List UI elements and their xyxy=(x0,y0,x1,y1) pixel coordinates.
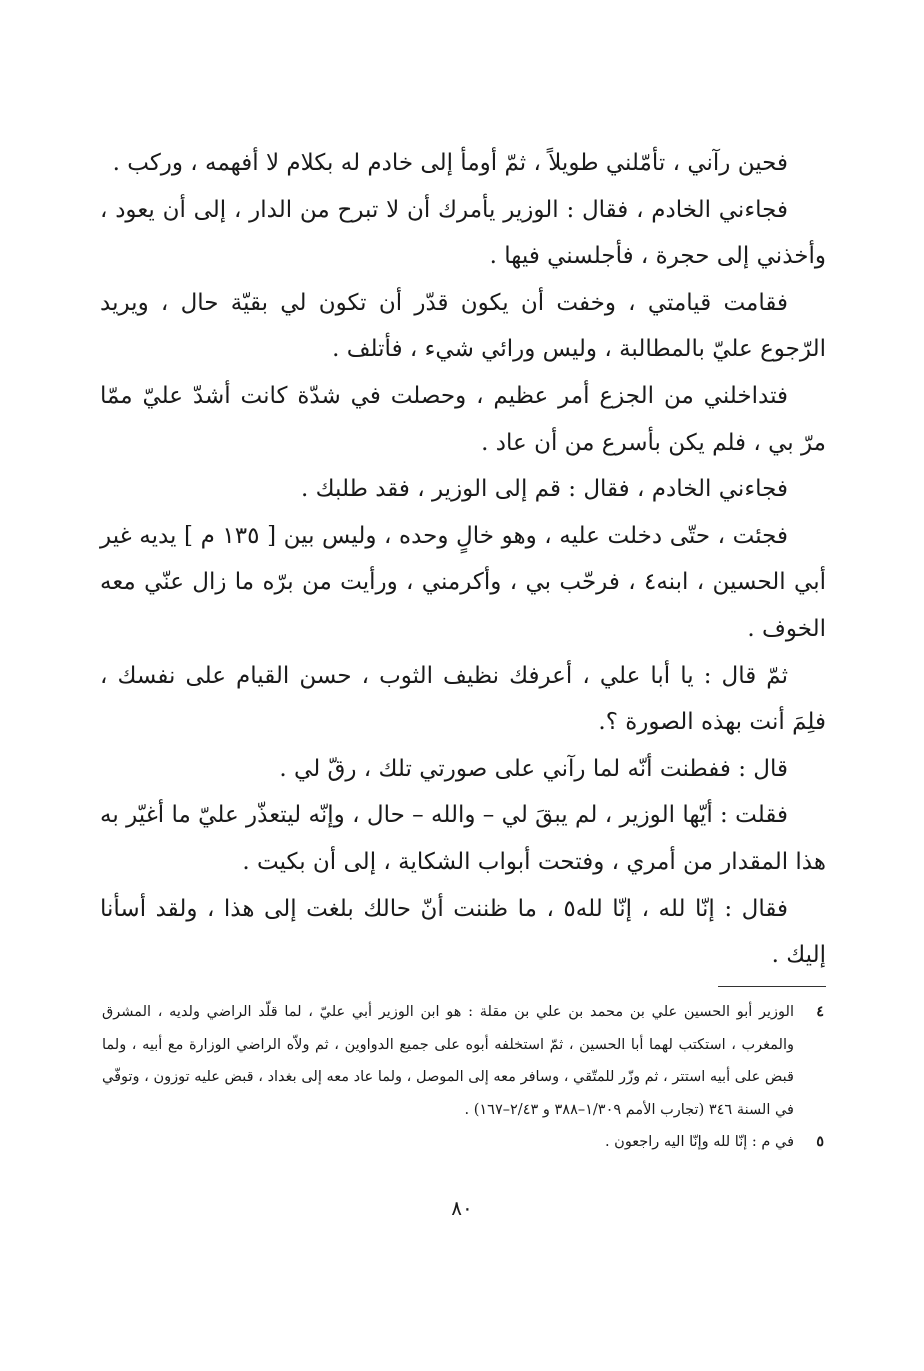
paragraph: فحين رآني ، تأمّلني طويلاً ، ثمّ أومأ إلى خادم له بكلام لا أفهمه ، وركب . xyxy=(112,150,788,176)
footnote-separator xyxy=(718,986,826,987)
footnote-text: في م : إنّا لله وإنّا اليه راجعون . xyxy=(604,1134,794,1150)
paragraph: قال : ففطنت أنّه لما رآني على صورتي تلك ، رقّ لي . xyxy=(279,755,788,782)
paragraph: ثمّ قال : يا أبا علي ، أعرفك نظيف الثوب ، حسن القيام على نفسك ، فلِمَ أنت بهذه الصورة ؟. xyxy=(100,662,826,736)
footnote-number: ٤ xyxy=(816,1003,824,1020)
paragraph: فقامت قيامتي ، وخفت أن يكون قدّر أن تكون لي بقيّة حال ، ويريد الرّجوع عليّ بالمطالبة ، وليس ورائي شيء ، فأتلف . xyxy=(100,289,826,363)
page-number: ٨٠ xyxy=(451,1196,473,1220)
footnote-number: ٥ xyxy=(816,1133,824,1150)
footnotes xyxy=(102,996,824,1159)
paragraph: فقال : إنّا لله ، إنّا لله٥ ، ما ظننت أنّ حالك بلغت إلى هذا ، ولقد أسأنا إليك . xyxy=(100,895,826,969)
main-text xyxy=(100,140,826,979)
paragraph: فقلت : أيّها الوزير ، لم يبقَ لي – والله – حال ، وإنّه ليتعذّر عليّ ما أغيّر به هذا المقدار من أمري ، وفتحت أبواب الشكاية ، إلى أن بكيت . xyxy=(100,802,826,875)
paragraph: فجاءني الخادم ، فقال : قم إلى الوزير ، فقد طلبك . xyxy=(301,476,788,503)
footnote-item xyxy=(102,996,824,1126)
paragraph: فجئت ، حتّى دخلت عليه ، وهو خالٍ وحده ، وليس بين [ ١٣٥ م ] يديه غير أبي الحسين ، ابنه٤ ، فرحّب بي ، وأكرمني ، ورأيت من برّه ما زال عنّي معه الخوف . xyxy=(100,522,826,642)
paragraph: فجاءني الخادم ، فقال : الوزير يأمرك أن لا تبرح من الدار ، إلى أن يعود ، وأخذني إلى حجرة ، فأجلسني فيها . xyxy=(100,196,826,270)
footnote-item xyxy=(102,1126,824,1159)
paragraph: فتداخلني من الجزع أمر عظيم ، وحصلت في شدّة كانت أشدّ عليّ ممّا مرّ بي ، فلم يكن بأسرع من أن عاد . xyxy=(100,382,826,456)
footnote-text: الوزير أبو الحسين علي بن محمد بن علي بن مقلة : هو ابن الوزير أبي عليّ ، لما قلّد الراضي ولديه ، المشرق والمغرب ، استكتب لهما أبا الحسين ، ثمّ استخلفه أبوه على جميع الدواوين ، ثم ولاّه الراضي الوزارة مع أبيه ، ولما قبض على أبيه استتر ، ثم وزّر للمتّقي ، وسافر معه إلى الموصل ، ولما عاد معه إلى بغداد ، قبض عليه توزون ، وتوفّي في السنة ٣٤٦ (تجارب الأمم ١/٣٠٩–٣٨٨ و ٢/٤٣–١٦٧) . xyxy=(102,1004,794,1118)
